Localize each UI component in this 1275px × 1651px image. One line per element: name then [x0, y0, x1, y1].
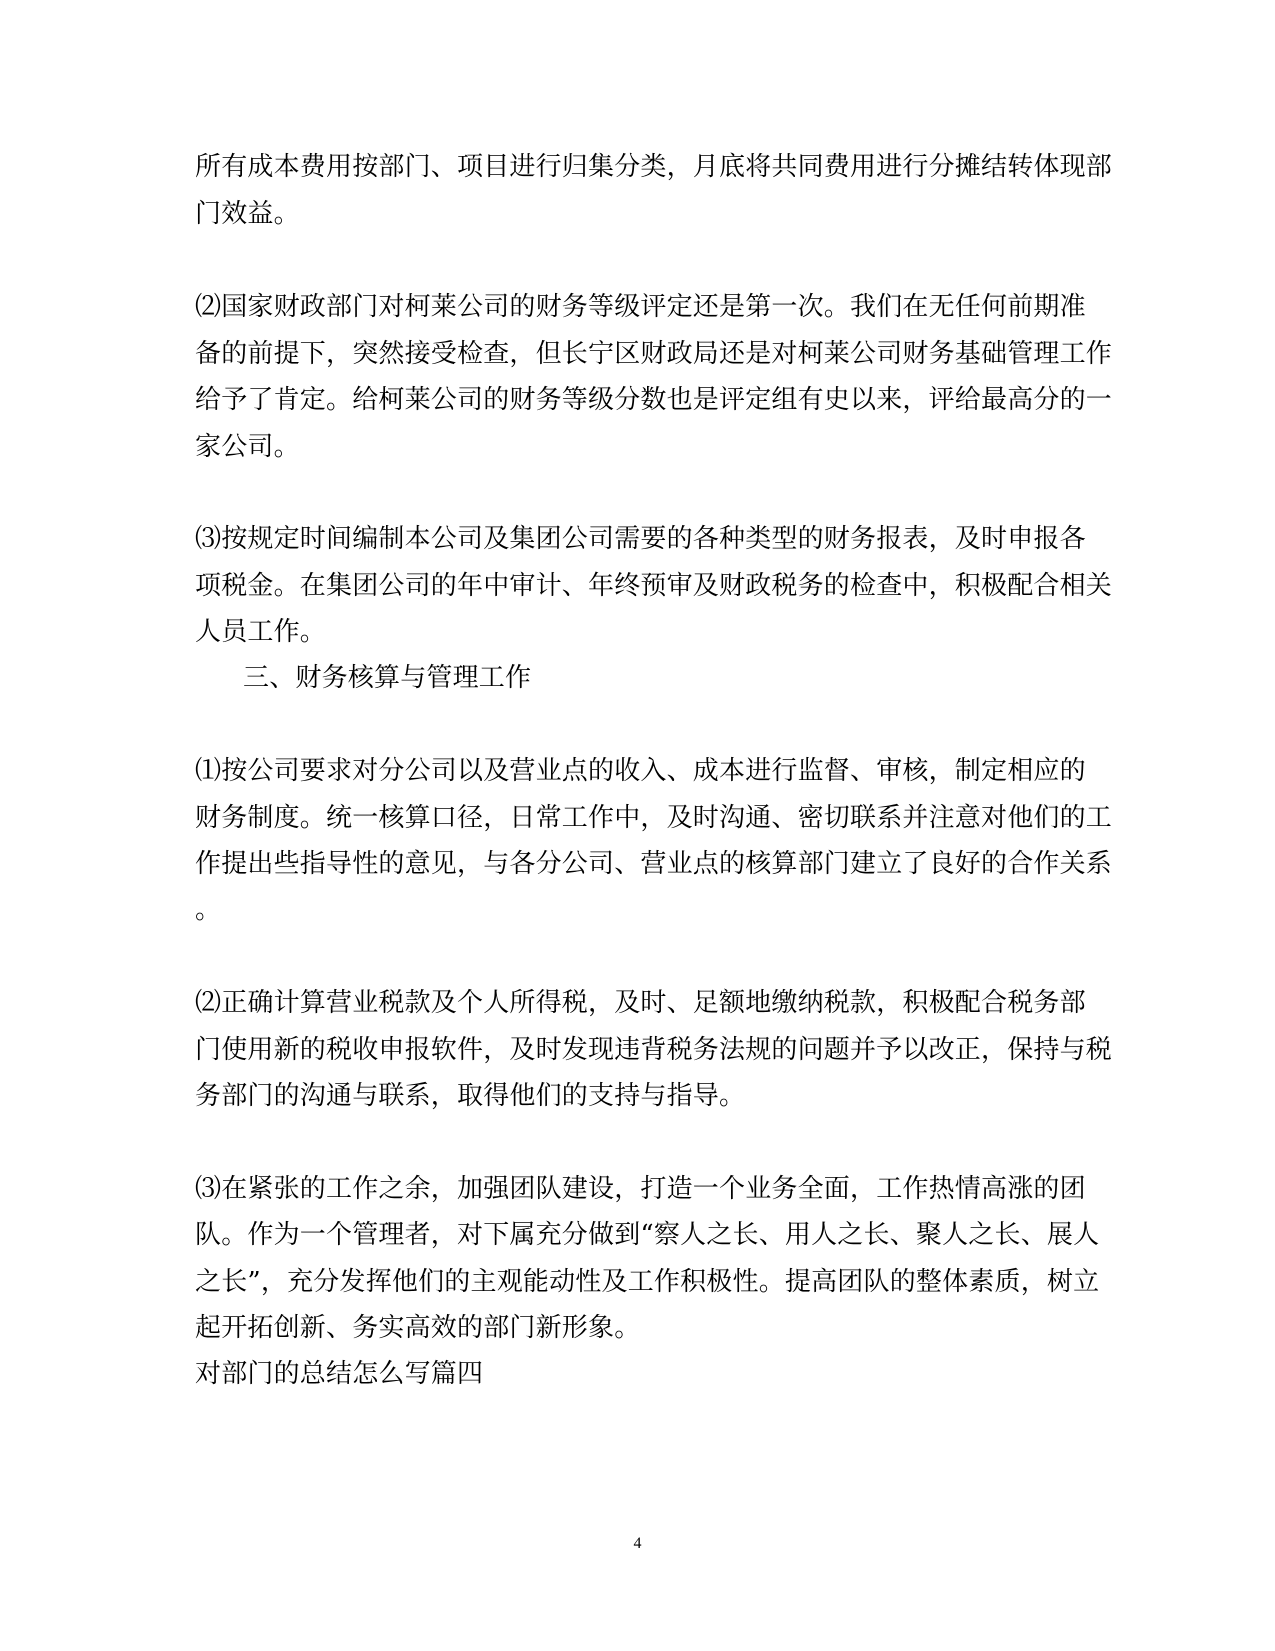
body-text-line: 门效益。: [195, 199, 300, 229]
body-text-line: ⑵正确计算营业税款及个人所得税，及时、足额地缴纳税款，积极配合税务部: [195, 988, 1086, 1018]
body-text-line: 备的前提下，突然接受检查，但长宁区财政局还是对柯莱公司财务基础管理工作: [195, 339, 1113, 369]
body-text-line: 务部门的沟通与联系，取得他们的支持与指导。: [195, 1081, 746, 1111]
body-text-line: 起开拓创新、务实高效的部门新形象。: [195, 1313, 641, 1343]
section-heading: 对部门的总结怎么写篇四: [195, 1359, 484, 1389]
body-text-line: 作提出些指导性的意见，与各分公司、营业点的核算部门建立了良好的合作关系: [195, 849, 1113, 879]
body-text-line: 队。作为一个管理者，对下属充分做到“察人之长、用人之长、聚人之长、展人: [195, 1220, 1100, 1250]
body-text-line: 给予了肯定。给柯莱公司的财务等级分数也是评定组有史以来，评给最高分的一: [195, 385, 1113, 415]
body-text-line: 。: [195, 895, 222, 925]
body-text-line: ⑶在紧张的工作之余，加强团队建设，打造一个业务全面，工作热情高涨的团: [195, 1174, 1086, 1204]
body-text-line: ⑵国家财政部门对柯莱公司的财务等级评定还是第一次。我们在无任何前期准: [195, 292, 1086, 322]
body-text-line: 人员工作。: [195, 617, 327, 647]
body-text-line: 财务制度。统一核算口径，日常工作中，及时沟通、密切联系并注意对他们的工: [195, 803, 1113, 833]
body-text-line: 家公司。: [195, 432, 300, 462]
body-text-line: 所有成本费用按部门、项目进行归集分类，月底将共同费用进行分摊结转体现部: [195, 152, 1113, 182]
body-text-line: 门使用新的税收申报软件，及时发现违背税务法规的问题并予以改正，保持与税: [195, 1035, 1113, 1065]
body-text-line: 项税金。在集团公司的年中审计、年终预审及财政税务的检查中，积极配合相关: [195, 571, 1113, 601]
body-text-line: 之长”，充分发挥他们的主观能动性及工作积极性。提高团队的整体素质，树立: [195, 1267, 1100, 1297]
body-text-line: ⑴按公司要求对分公司以及营业点的收入、成本进行监督、审核，制定相应的: [195, 756, 1086, 786]
body-text-line: ⑶按规定时间编制本公司及集团公司需要的各种类型的财务报表，及时申报各: [195, 524, 1086, 554]
page-number: 4: [633, 1535, 642, 1552]
section-heading: 三、财务核算与管理工作: [243, 663, 532, 693]
